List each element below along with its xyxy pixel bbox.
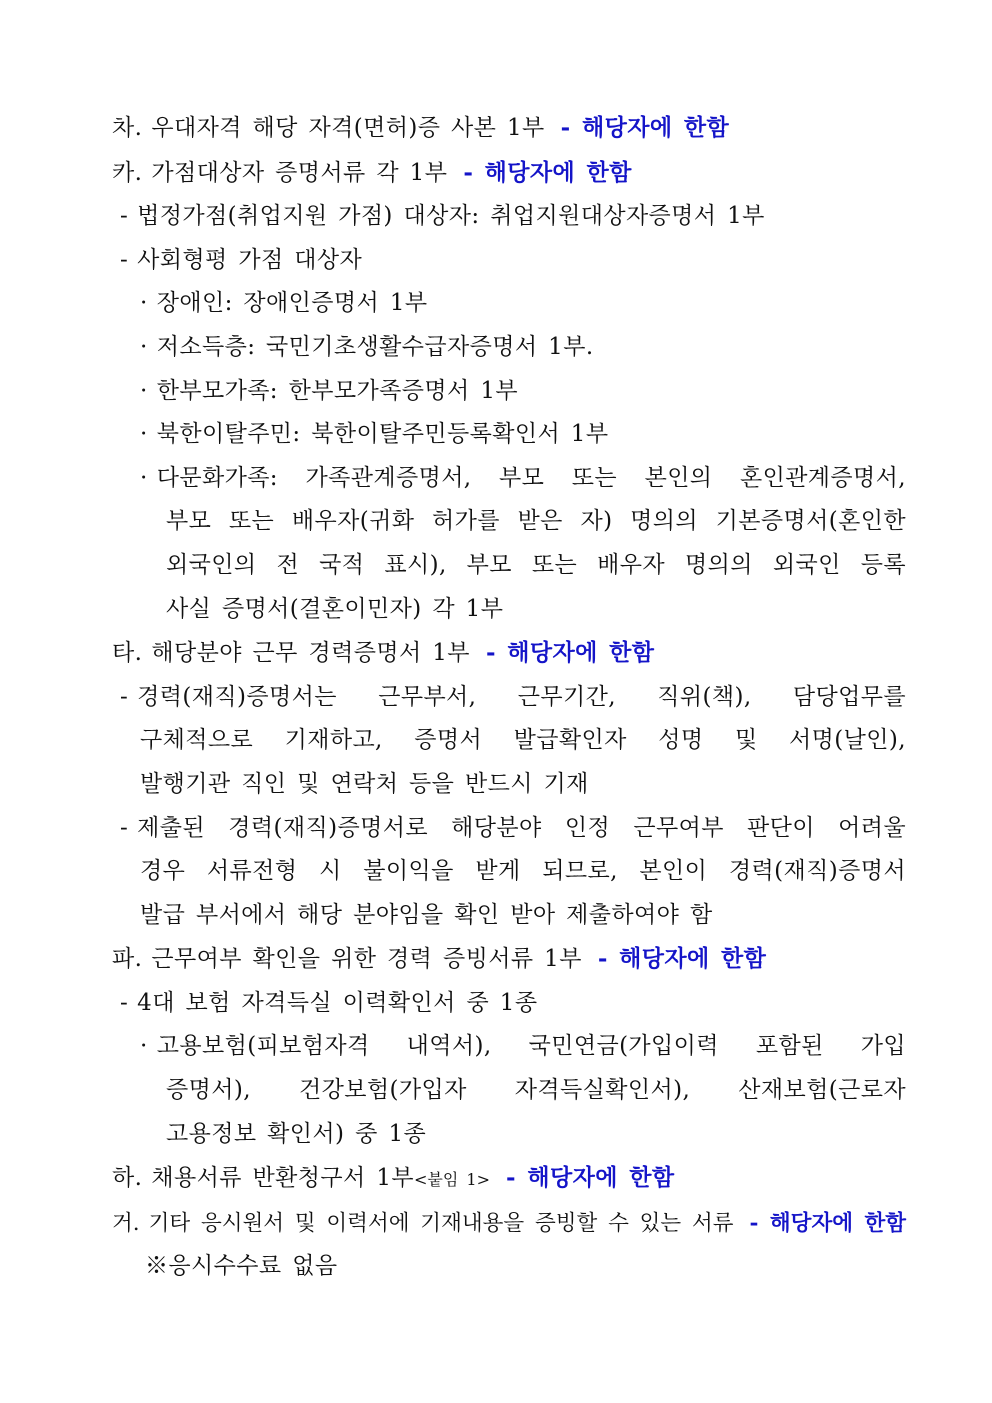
document-line <box>112 195 906 239</box>
document-line <box>112 106 906 151</box>
line-text: 외국인의 전 국적 표시), 부모 또는 배우자 명의의 외국인 등록 <box>166 551 906 578</box>
line-text: 다문화가족: 가족관계증명서, 부모 또는 본인의 혼인관계증명서, <box>156 464 906 491</box>
item-letter-marker: 하. <box>112 1165 143 1192</box>
line-text: 한부모가족: 한부모가족증명서 1부 <box>156 377 518 404</box>
line-text: 기타 응시원서 및 이력서에 기재내용을 증빙할 수 있는 서류 <box>148 1210 734 1236</box>
document-line <box>112 894 906 938</box>
reference-mark: ※ <box>145 1253 169 1280</box>
applicable-only-note: - 해당자에 한함 <box>505 1164 675 1192</box>
item-letter-marker: 카. <box>112 159 143 186</box>
line-text: 응시수수료 없음 <box>168 1253 338 1280</box>
line-text: 북한이탈주민: 북한이탈주민등록확인서 1부 <box>156 421 609 448</box>
line-text: 부모 또는 배우자(귀화 허가를 받은 자) 명의의 기본증명서(혼인한 <box>166 508 906 535</box>
item-letter-marker: 거. <box>112 1210 140 1236</box>
line-text: 제출된 경력(재직)증명서로 해당분야 인정 근무여부 판단이 어려울 <box>137 814 906 841</box>
document-line <box>112 151 906 196</box>
document-line <box>112 413 906 457</box>
document-line <box>112 588 906 632</box>
line-text: 4대 보험 자격득실 이력확인서 중 1종 <box>137 989 538 1016</box>
document-line <box>112 676 906 720</box>
line-text: 사회형평 가점 대상자 <box>137 246 363 273</box>
line-text: 장애인: 장애인증명서 1부 <box>156 290 428 317</box>
bullet-marker: · <box>140 464 148 491</box>
line-text: 경우 서류전형 시 불이익을 받게 되므로, 본인이 경력(재직)증명서 <box>140 858 906 885</box>
document-line <box>112 1069 906 1113</box>
document-line <box>112 239 906 283</box>
applicable-only-note: - 해당자에 한함 <box>463 158 632 186</box>
document-line <box>112 1025 906 1069</box>
line-text: 발행기관 직인 및 연락처 등을 반드시 기재 <box>140 770 589 797</box>
applicable-only-note: - 해당자에 한함 <box>560 114 730 141</box>
item-letter-marker: 차. <box>112 115 143 141</box>
document-line <box>112 457 906 501</box>
line-text: 가점대상자 증명서류 각 1부 <box>151 159 448 186</box>
item-letter-marker: 파. <box>112 946 143 973</box>
applicable-only-note: - 해당자에 한함 <box>597 945 767 973</box>
applicable-only-note: - 해당자에 한함 <box>485 639 655 667</box>
document-line <box>112 370 906 414</box>
line-text: 저소득층: 국민기초생활수급자증명서 1부. <box>156 333 594 360</box>
line-text: 고용보험(피보험자격 내역서), 국민연금(가입이력 포함된 가입 <box>156 1033 906 1060</box>
bullet-marker: · <box>140 1033 148 1060</box>
bullet-marker: · <box>140 377 148 404</box>
dash-marker: - <box>120 203 129 230</box>
attachment-ref: <붙임 1> <box>413 1170 490 1190</box>
dash-marker: - <box>120 683 129 710</box>
bullet-marker: · <box>140 333 148 360</box>
dash-marker: - <box>120 246 129 273</box>
document-line <box>112 1245 906 1289</box>
document-line <box>112 282 906 326</box>
document-line <box>112 1202 906 1246</box>
document-line <box>112 807 906 851</box>
line-text: 해당분야 근무 경력증명서 1부 <box>151 640 470 667</box>
document-line <box>112 1113 906 1157</box>
document-line <box>112 850 906 894</box>
line-text: 사실 증명서(결혼이민자) 각 1부 <box>166 595 504 622</box>
line-text: 법정가점(취업지원 가점) 대상자: 취업지원대상자증명서 1부 <box>137 203 765 230</box>
document-line <box>112 500 906 544</box>
line-text: 증명서), 건강보험(가입자 자격득실확인서), 산재보험(근로자 <box>166 1077 906 1104</box>
document-line <box>112 631 906 676</box>
document-line <box>112 1156 906 1202</box>
document-line <box>112 544 906 588</box>
document-line <box>112 982 906 1026</box>
line-text: 채용서류 반환청구서 1부 <box>151 1165 414 1192</box>
dash-marker: - <box>120 814 129 841</box>
line-text: 발급 부서에서 해당 분야임을 확인 받아 제출하여야 함 <box>140 901 713 928</box>
line-text: 우대자격 해당 자격(면허)증 사본 1부 <box>151 115 545 141</box>
document-line <box>112 326 906 370</box>
item-letter-marker: 타. <box>112 640 143 667</box>
document-line <box>112 719 906 763</box>
bullet-marker: · <box>140 421 148 448</box>
line-text: 고용정보 확인서) 중 1종 <box>166 1120 427 1147</box>
dash-marker: - <box>120 989 129 1016</box>
line-text: 근무여부 확인을 위한 경력 증빙서류 1부 <box>151 946 582 973</box>
bullet-marker: · <box>140 290 148 317</box>
line-text: 경력(재직)증명서는 근무부서, 근무기간, 직위(책), 담당업무를 <box>137 683 906 710</box>
line-text: 구체적으로 기재하고, 증명서 발급확인자 성명 및 서명(날인), <box>140 727 906 754</box>
document-line <box>112 937 906 982</box>
document-line <box>112 763 906 807</box>
applicable-only-note: - 해당자에 한함 <box>749 1210 906 1236</box>
